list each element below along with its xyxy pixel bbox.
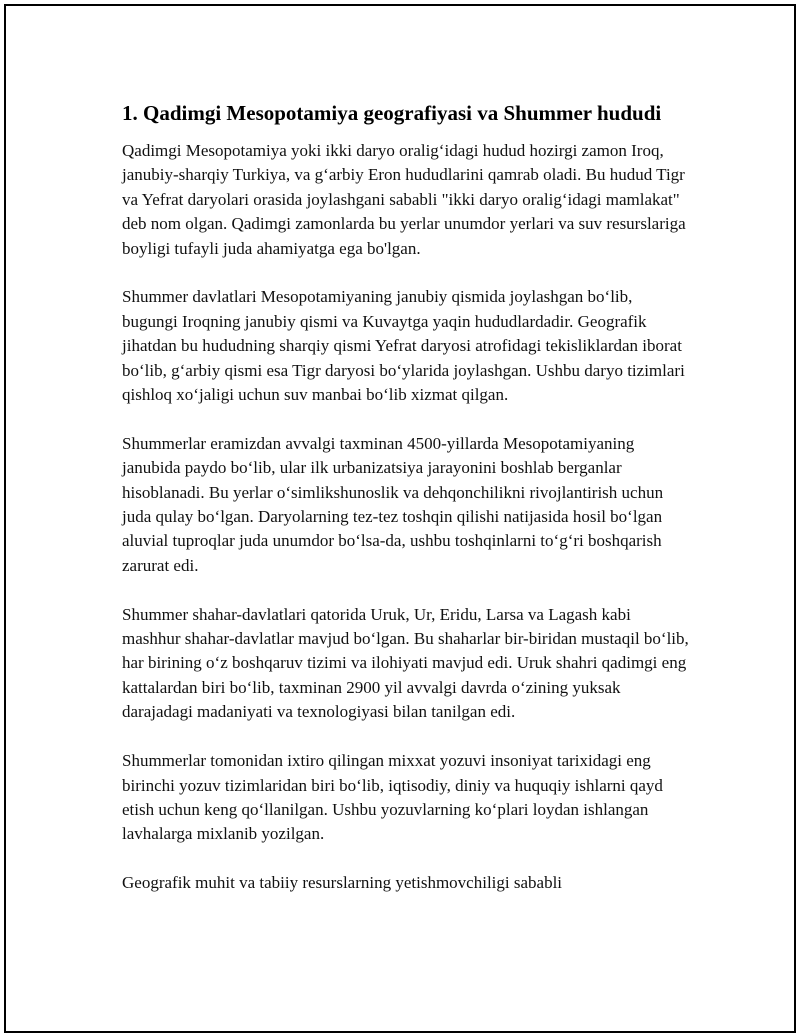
paragraph: Shummerlar eramizdan avvalgi taxminan 4500-yillarda Mesopotamiyaning janubida paydo bo‘lib, ular ilk urbanizatsiya jarayonini boshlab berganlar hisoblanadi. Bu yerlar o‘simlikshunoslik va dehqonchilikni rivojlantirish uchun juda qulay bo‘lgan. Daryolarning tez-tez toshqin qilishi natijasida hosil bo‘lgan aluvial tuproqlar juda unumdor bo‘lsa-da, ushbu toshqinlarni to‘g‘ri boshqarish zarurat edi.	[122, 433, 664, 575]
document-title: 1. Qadimgi Mesopotamiya geografiyasi va Shummer hududi	[122, 101, 662, 125]
page-frame	[4, 4, 796, 1033]
paragraph: Geografik muhit va tabiiy resurslarning yetishmovchiligi sababli	[122, 873, 563, 893]
paragraph: Shummer davlatlari Mesopotamiyaning janubiy qismida joylashgan bo‘lib, bugungi Iroqning janubiy qismi va Kuvaytga yaqin hududlardadir. Geografik jihatdan bu hududning sharqiy qismi Yefrat daryosi atrofidagi tekisliklardan iborat bo‘lib, g‘arbiy qismi esa Tigr daryosi bo‘ylarida joylashgan. Ushbu daryo tizimlari qishloq xo‘jaligi uchun suv manbai bo‘lib xizmat qilgan.	[122, 287, 685, 405]
paragraph: Shummerlar tomonidan ixtiro qilingan mixxat yozuvi insoniyat tarixidagi eng birinchi yozuv tizimlaridan biri bo‘lib, iqtisodiy, diniy va huquqiy ishlarni qayd etish uchun keng qo‘llanilgan. Ushbu yozuvlarning ko‘plari loydan ishlangan lavhalarga mixlanib yozilgan.	[122, 751, 663, 844]
paragraph: Shummer shahar-davlatlari qatorida Uruk, Ur, Eridu, Larsa va Lagash kabi mashhur shahar-davlatlar mavjud bo‘lgan. Bu shaharlar bir-biridan mustaqil bo‘lib, har birining o‘z boshqaruv tizimi va ilohiyati mavjud edi. Uruk shahri qadimgi eng kattalardan biri bo‘lib, taxminan 2900 yil avvalgi davrda o‘zining yuksak darajadagi madaniyati va texnologiyasi bilan tanilgan edi.	[122, 604, 689, 722]
document-body	[122, 99, 692, 920]
paragraph: Qadimgi Mesopotamiya yoki ikki daryo oralig‘idagi hudud hozirgi zamon Iroq, janubiy-sharqiy Turkiya, va g‘arbiy Eron hududlarini qamrab oladi. Bu hudud Tigr va Yefrat daryolari orasida joylashgani sababli "ikki daryo oralig‘idagi mamlakat" deb nom olgan. Qadimgi zamonlarda bu yerlar unumdor yerlari va suv resurslariga boyligi tufayli juda ahamiyatga ega bo'lgan.	[122, 141, 686, 258]
